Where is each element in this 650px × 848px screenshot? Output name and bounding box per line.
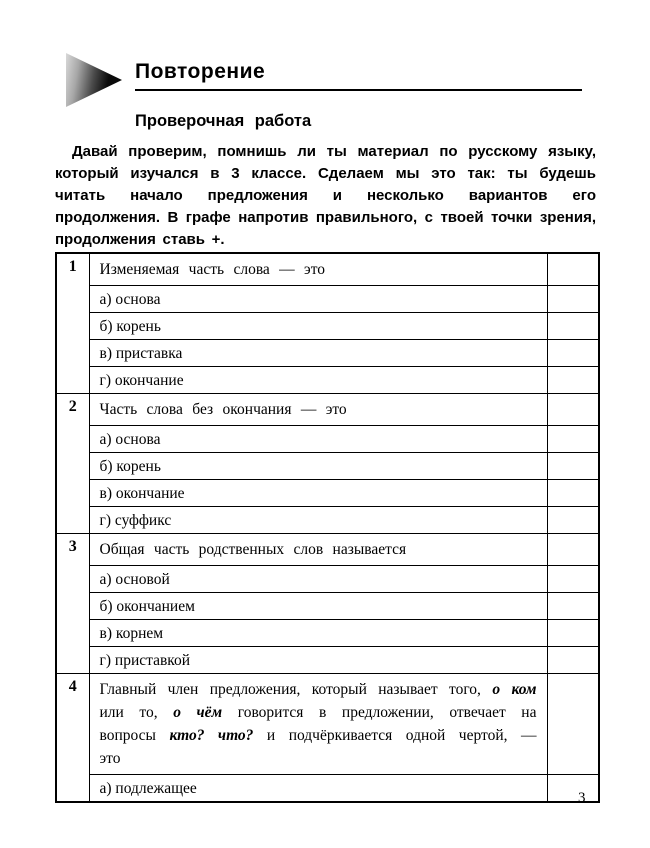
- question-text: [89, 674, 547, 775]
- option-cell: а) подлежащее: [89, 775, 547, 803]
- mark-cell: [547, 775, 599, 803]
- mark-cell: [547, 566, 599, 593]
- question-text-emphasis: о чём: [173, 704, 223, 721]
- option-row: [56, 453, 599, 480]
- question-number: 3: [56, 534, 89, 674]
- option-row: [56, 313, 599, 340]
- option-cell: г) суффикс: [89, 507, 547, 534]
- option-row: [56, 775, 599, 803]
- question-text: [89, 253, 547, 286]
- chapter-triangle-icon: [66, 53, 122, 107]
- quiz-table: [55, 252, 600, 803]
- chapter-title: Повторение: [135, 60, 266, 83]
- option-row: [56, 426, 599, 453]
- option-row: [56, 367, 599, 394]
- question-row: [56, 674, 599, 775]
- option-row: [56, 480, 599, 507]
- question-text-emphasis: о ком: [492, 681, 537, 698]
- option-cell: в) приставка: [89, 340, 547, 367]
- mark-cell: [547, 674, 599, 775]
- option-row: [56, 566, 599, 593]
- section-title: Проверочная работа: [135, 112, 312, 130]
- option-row: [56, 647, 599, 674]
- option-cell: в) окончание: [89, 480, 547, 507]
- mark-cell: [547, 313, 599, 340]
- question-text-segment: Изменяемая часть слова — это: [99, 261, 326, 278]
- question-number: 4: [56, 674, 89, 803]
- question-number: 1: [56, 253, 89, 394]
- mark-cell: [547, 647, 599, 674]
- title-rule: [135, 89, 582, 91]
- option-row: [56, 507, 599, 534]
- intro-paragraph: Давай проверим, помнишь ли ты материал по русскому языку, который изучался в 3 классе. Сделаем мы это так: ты будешь читать начало предложения и несколько вариантов его продолжения. В графе напротив правильного, с твоей точки зрения, продолжения ставь +.: [55, 143, 596, 248]
- question-text-segment: и подчёркивается одной чертой, — это: [99, 727, 537, 767]
- mark-cell: [547, 453, 599, 480]
- option-cell: г) окончание: [89, 367, 547, 394]
- option-cell: б) окончанием: [89, 593, 547, 620]
- option-row: [56, 593, 599, 620]
- question-row: [56, 534, 599, 566]
- option-cell: б) корень: [89, 313, 547, 340]
- mark-cell: [547, 593, 599, 620]
- mark-cell: [547, 340, 599, 367]
- question-text-segment: говорится в предложении, отвечает на вопросы: [99, 704, 537, 744]
- question-text: [89, 394, 547, 426]
- mark-cell: [547, 394, 599, 426]
- option-row: [56, 286, 599, 313]
- page-number: 3: [578, 790, 586, 806]
- option-row: [56, 620, 599, 647]
- option-cell: б) корень: [89, 453, 547, 480]
- option-cell: а) основой: [89, 566, 547, 593]
- option-row: [56, 340, 599, 367]
- mark-cell: [547, 426, 599, 453]
- mark-cell: [547, 367, 599, 394]
- question-text-segment: Общая часть родственных слов называется: [99, 541, 407, 558]
- mark-cell: [547, 620, 599, 647]
- option-cell: в) корнем: [89, 620, 547, 647]
- option-cell: а) основа: [89, 426, 547, 453]
- question-row: [56, 253, 599, 286]
- mark-cell: [547, 286, 599, 313]
- mark-cell: [547, 534, 599, 566]
- option-cell: а) основа: [89, 286, 547, 313]
- mark-cell: [547, 253, 599, 286]
- question-text-segment: Главный член предложения, который называет того,: [99, 681, 493, 698]
- question-text-segment: Часть слова без окончания — это: [99, 401, 347, 418]
- mark-cell: [547, 507, 599, 534]
- question-text: [89, 534, 547, 566]
- mark-cell: [547, 480, 599, 507]
- question-text-emphasis: кто? что?: [169, 727, 254, 744]
- question-row: [56, 394, 599, 426]
- question-number: 2: [56, 394, 89, 534]
- option-cell: г) приставкой: [89, 647, 547, 674]
- question-text-segment: или то,: [99, 704, 174, 721]
